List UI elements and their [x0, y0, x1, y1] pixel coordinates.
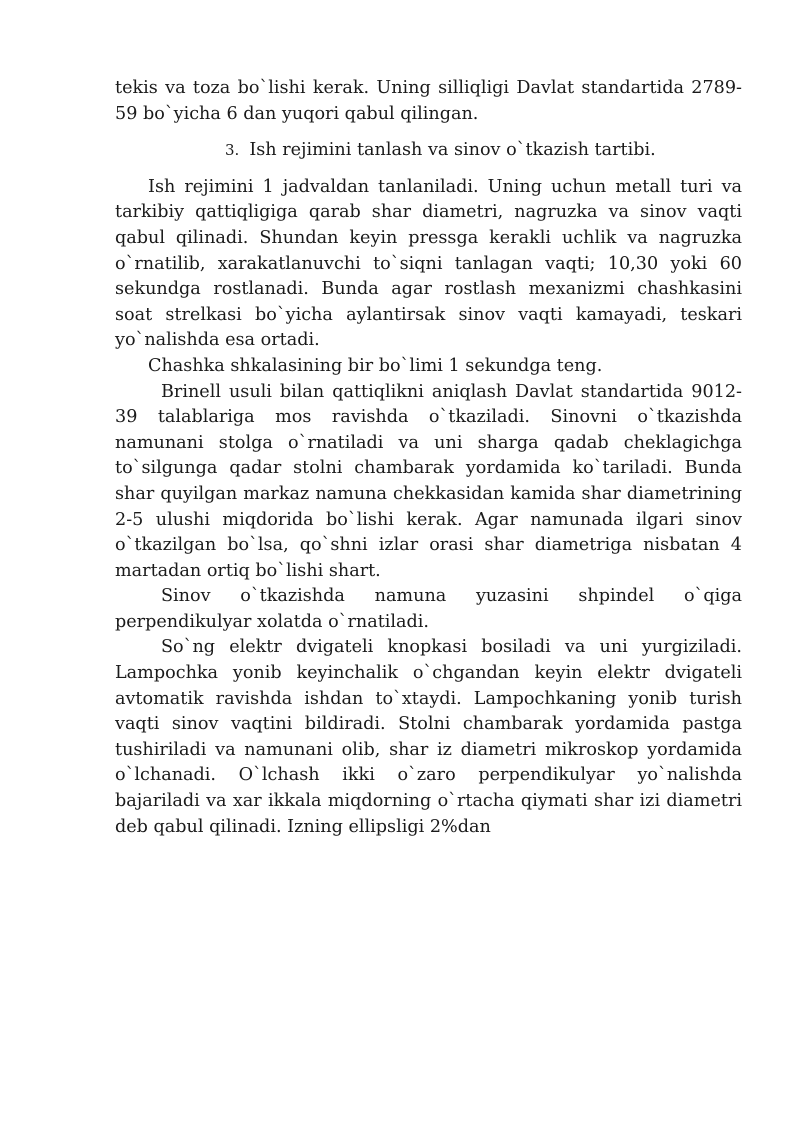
paragraph-5: So`ng elektr dvigateli knopkasi bosiladi va uni yurgiziladi. Lampochka yonib keyinchalik o`chgandan keyin elektr dvigateli avtomatik ravishda ishdan to`xtaydi. Lampochkaning yonib turish vaqti sinov vaqtini bildiradi. Stolni chambarak yordamida pastga tushiriladi va namunani olib, shar iz diametri mikroskop yordamida o`lchanadi. O`lchash ikki o`zaro perpendikulyar yo`nalishda bajariladi va xar ikkala miqdorning o`rtacha qiymati shar izi diametri deb qabul qilinadi. Izning ellipsligi 2%dan: [115, 637, 742, 837]
paragraph-2: Chashka shkalasining bir bo`limi 1 sekundga teng.: [148, 355, 603, 376]
section-heading: [115, 138, 742, 164]
paragraph-1: Ish rejimini 1 jadvaldan tanlaniladi. Uning uchun metall turi va tarkibiy qattiqligiga qarab shar diametri, nagruzka va sinov vaqti qabul qilinadi. Shundan keyin pressga kerakli uchlik va nagruzka o`rnatilib, xarakatlanuvchi to`siqni tanlagan vaqti; 10,30 yoki 60 sekundga rostlanadi. Bunda agar rostlash mexanizmi chashkasini soat strelkasi bo`yicha aylantirsak sinov vaqti kamayadi, teskari yo`nalishda esa ortadi.: [115, 176, 742, 351]
section-title: Ish rejimini tanlash va sinov o`tkazish tartibi.: [249, 140, 656, 161]
paragraph-3: Brinell usuli bilan qattiqlikni aniqlash Davlat standartida 9012-39 talablariga mos ravishda o`tkaziladi. Sinovni o`tkazishda namunani stolga o`rnatiladi va uni sharga qadab cheklagichga to`silgunga qadar stolni chambarak yordamida ko`tariladi. Bunda shar quyilgan markaz namuna chekkasidan kamida shar diametrining 2-5 ulushi miqdorida bo`lishi kerak. Agar namunada ilgari sinov o`tkazilgan bo`lsa, qo`shni izlar orasi shar diametriga nisbatan 4 martadan ortiq bo`lishi shart.: [115, 381, 742, 581]
paragraph-4: Sinov o`tkazishda namuna yuzasini shpindel o`qiga perpendikulyar xolatda o`rnatiladi.: [115, 586, 742, 632]
document-page: [115, 76, 742, 840]
paragraph-intro: tekis va toza bo`lishi kerak. Uning silliqligi Davlat standartida 2789-59 bo`yicha 6 dan yuqori qabul qilingan.: [115, 78, 742, 124]
section-number: 3.: [225, 141, 240, 160]
